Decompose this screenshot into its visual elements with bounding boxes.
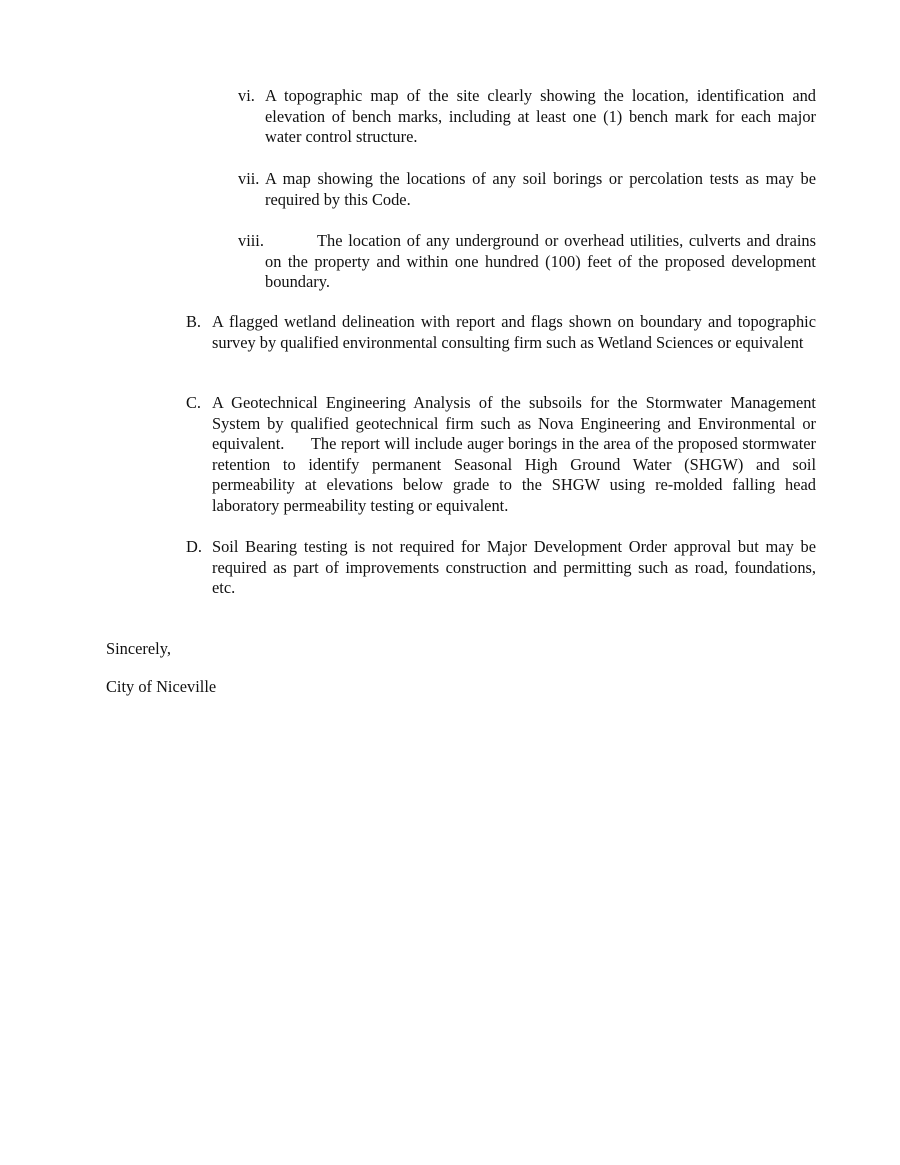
- list-item-vi: [238, 86, 816, 148]
- list-item-text: The location of any underground or overhead utilities, culverts and drains on the property and within one hundred (100) feet of the proposed development boundary.: [265, 231, 816, 291]
- list-marker: vi.: [238, 86, 255, 105]
- list-marker: C.: [186, 393, 202, 412]
- list-item-text: A Geotechnical Engineering Analysis of the subsoils for the Stormwater Management System by qualified geotechnical firm such as Nova Engineering and Environmental or equivalent. The report will include auger borings in the area of the proposed stormwater retention to identify permanent Seasonal High Ground Water (SHGW) and soil permeability at elevations below grade to the SHGW using re-molded falling head laboratory permeability testing or equivalent.: [212, 393, 816, 515]
- list-item-d: [186, 537, 816, 599]
- list-item-text: A map showing the locations of any soil borings or percolation tests as may be required by this Code.: [265, 169, 816, 209]
- list-item-vii: [238, 169, 816, 210]
- list-marker: vii.: [238, 169, 260, 188]
- list-item-b: [186, 312, 816, 353]
- list-marker: viii.: [238, 231, 264, 250]
- list-marker: D.: [186, 537, 202, 556]
- list-item-viii: [238, 231, 816, 293]
- list-item-text: A flagged wetland delineation with report and flags shown on boundary and topographic survey by qualified environmental consulting firm such as Wetland Sciences or equivalent: [212, 312, 816, 352]
- list-item-text: Soil Bearing testing is not required for Major Development Order approval but may be required as part of improvements construction and permitting such as road, foundations, etc.: [212, 537, 816, 597]
- list-item-text: A topographic map of the site clearly showing the location, identification and elevation of bench marks, including at least one (1) bench mark for each major water control structure.: [265, 86, 816, 146]
- list-marker: B.: [186, 312, 202, 331]
- closing-salutation: Sincerely,: [106, 639, 171, 658]
- closing-signatory: City of Niceville: [106, 677, 217, 696]
- list-item-c: [186, 393, 816, 516]
